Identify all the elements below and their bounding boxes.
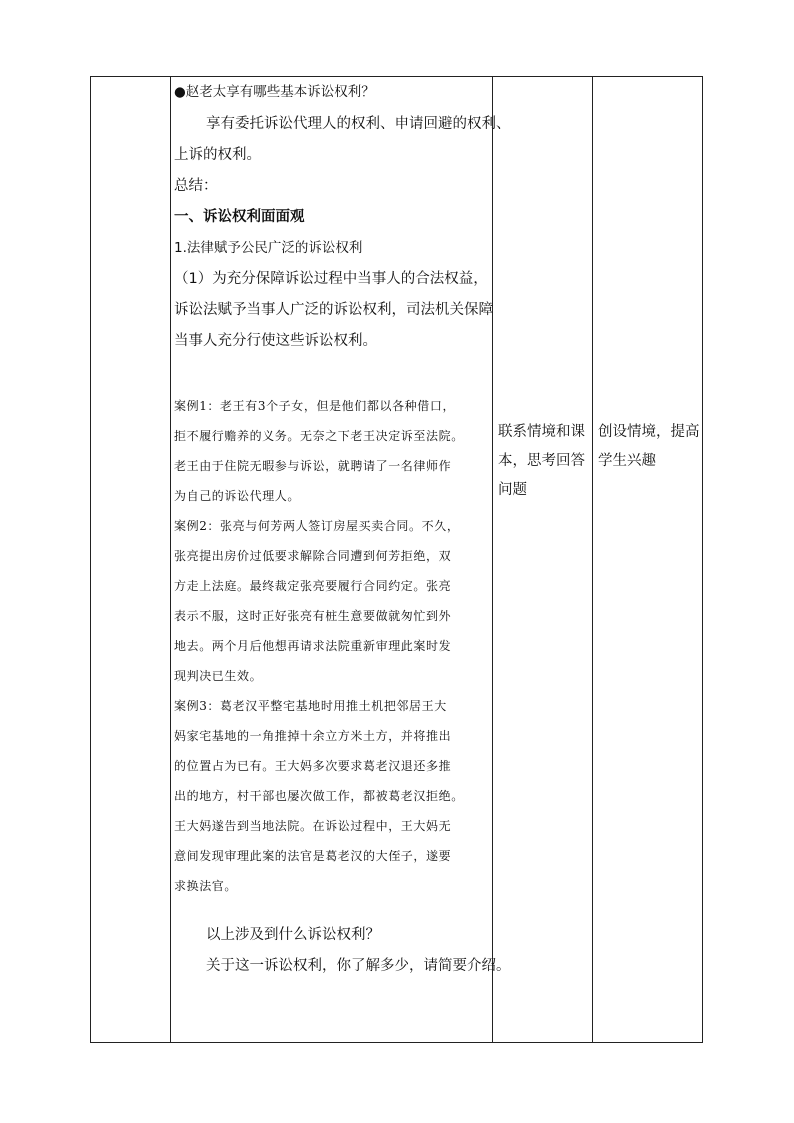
summary-label: 总结： <box>174 178 218 194</box>
table-column-divider <box>170 77 171 1042</box>
case-text-line: 案例2：张亮与何芳两人签订房屋买卖合同。不久， <box>174 519 460 533</box>
case-text-line: 案例3：葛老汉平整宅基地时用推土机把邻居王大 <box>174 699 447 713</box>
question-heading: ●赵老太享有哪些基本诉讼权利？ <box>174 84 375 100</box>
case-text-line: 拒不履行赡养的义务。无奈之下老王决定诉至法院。 <box>174 429 464 443</box>
question-line: 关于这一诉讼权利，你了解多少，请简要介绍。 <box>206 958 511 974</box>
question-line: 以上涉及到什么诉讼权利？ <box>206 927 380 943</box>
student-activity-line: 问题 <box>498 482 527 498</box>
case-text-line: 方走上法庭。最终裁定张亮要履行合同约定。张亮 <box>174 579 452 593</box>
point-text-line: （1）为充分保障诉讼过程中当事人的合法权益， <box>174 271 488 287</box>
case-text-line: 王大妈遂告到当地法院。在诉讼过程中，王大妈无 <box>174 819 452 833</box>
section-title: 一、诉讼权利面面观 <box>174 209 305 225</box>
case-text-line: 意间发现审理此案的法官是葛老汉的大侄子，遂要 <box>174 849 452 863</box>
design-intent-line: 创设情境，提高 <box>598 424 700 440</box>
student-activity-line: 联系情境和课 <box>498 424 585 440</box>
table-column-divider <box>592 77 593 1042</box>
case-text-line: 张亮提出房价过低要求解除合同遭到何芳拒绝，双 <box>174 549 452 563</box>
case-text-line: 表示不服，这时正好张亮有桩生意要做就匆忙到外 <box>174 609 452 623</box>
case-text-line: 的位置占为已有。王大妈多次要求葛老汉退还多推 <box>174 759 452 773</box>
case-text-line: 案例1：老王有3个子女，但是他们都以各种借口， <box>174 399 456 413</box>
table-column-divider <box>492 77 493 1042</box>
case-text-line: 出的地方，村干部也屡次做工作，都被葛老汉拒绝。 <box>174 789 464 803</box>
point-text-line: 诉讼法赋予当事人广泛的诉讼权利，司法机关保障 <box>174 302 493 318</box>
answer-line: 享有委托诉讼代理人的权利、申请回避的权利、 <box>206 116 511 132</box>
design-intent-cell <box>598 418 702 476</box>
case-text-line: 为自己的诉讼代理人。 <box>174 489 301 503</box>
case-text-line: 求换法官。 <box>174 879 238 893</box>
case-text-line: 地去。两个月后他想再请求法院重新审理此案时发 <box>174 639 452 653</box>
point-heading: 1.法律赋予公民广泛的诉讼权利 <box>174 240 363 256</box>
case-text-line: 现判决已生效。 <box>174 669 263 683</box>
answer-line: 上诉的权利。 <box>174 147 261 163</box>
student-activity-cell <box>498 418 588 505</box>
case-text-line: 妈家宅基地的一角推掉十余立方米土方，并将推出 <box>174 729 452 743</box>
design-intent-line: 学生兴趣 <box>598 453 656 469</box>
point-text-line: 当事人充分行使这些诉讼权利。 <box>174 333 377 349</box>
student-activity-line: 本，思考回答 <box>498 453 585 469</box>
case-text-line: 老王由于住院无暇参与诉讼，就聘请了一名律师作 <box>174 459 452 473</box>
